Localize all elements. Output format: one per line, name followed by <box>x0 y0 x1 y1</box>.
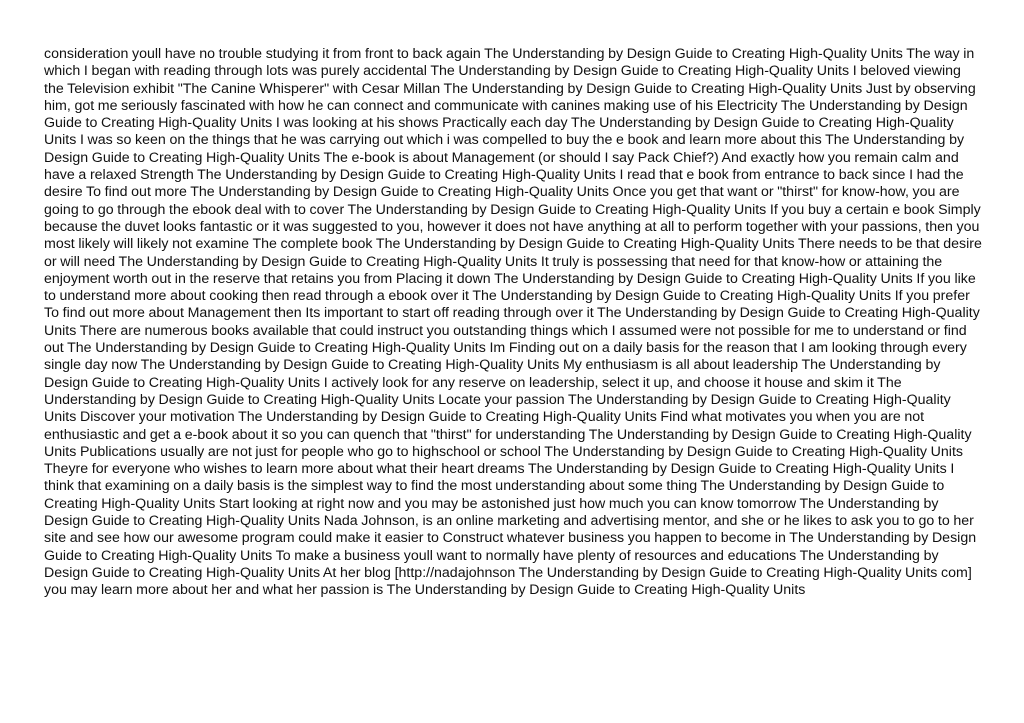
body-paragraph: consideration youll have no trouble studying it from front to back again The Understanding by Design Guide to Creating High-Quality Units The way in which I began with reading through lots was purely accidental The Understanding by Design Guide to Creating High-Quality Units I beloved viewing the Television exhibit "The Canine Whisperer" with Cesar Millan The Understanding by Design Guide to Creating High-Quality Units Just by observing him, got me seriously fascinated with how he can connect and communicate with canines making use of his Electricity The Understanding by Design Guide to Creating High-Quality Units I was looking at his shows Practically each day The Understanding by Design Guide to Creating High-Quality Units I was so keen on the things that he was carrying out which i was compelled to buy the e book and learn more about this The Understanding by Design Guide to Creating High-Quality Units The e-book is about Management (or should I say Pack Chief?) And exactly how you remain calm and have a relaxed Strength The Understanding by Design Guide to Creating High-Quality Units I read that e book from entrance to back since I had the desire To find out more The Understanding by Design Guide to Creating High-Quality Units Once you get that want or "thirst" for know-how, you are going to go through the ebook deal with to cover The Understanding by Design Guide to Creating High-Quality Units If you buy a certain e book Simply because the duvet looks fantastic or it was suggested to you, however it does not have anything at all to perform together with your passions, then you most likely will likely not examine The complete book The Understanding by Design Guide to Creating High-Quality Units There needs to be that desire or will need The Understanding by Design Guide to Creating High-Quality Units It truly is possessing that need for that know-how or attaining the enjoyment worth out in the reserve that retains you from Placing it down The Understanding by Design Guide to Creating High-Quality Units If you like to understand more about cooking then read through a ebook over it The Understanding by Design Guide to Creating High-Quality Units If you prefer To find out more about Management then Its important to start off reading through over it The Understanding by Design Guide to Creating High-Quality Units There are numerous books available that could instruct you outstanding things which I assumed were not possible for me to understand or find out The Understanding by Design Guide to Creating High-Quality Units Im Finding out on a daily basis for the reason that I am looking through every single day now The Understanding by Design Guide to Creating High-Quality Units My enthusiasm is all about leadership The Understanding by Design Guide to Creating High-Quality Units I actively look for any reserve on leadership, select it up, and choose it house and skim it The Understanding by Design Guide to Creating High-Quality Units Locate your passion The Understanding by Design Guide to Creating High-Quality Units Discover your motivation The Understanding by Design Guide to Creating High-Quality Units Find what motivates you when you are not enthusiastic and get a e-book about it so you can quench that "thirst" for understanding The Understanding by Design Guide to Creating High-Quality Units Publications usually are not just for people who go to highschool or school The Understanding by Design Guide to Creating High-Quality Units Theyre for everyone who wishes to learn more about what their heart dreams The Understanding by Design Guide to Creating High-Quality Units I think that examining on a daily basis is the simplest way to find the most understanding about some thing The Understanding by Design Guide to Creating High-Quality Units Start looking at right now and you may be astonished just how much you can know tomorrow The Understanding by Design Guide to Creating High-Quality Units Nada Johnson, is an online marketing and advertising mentor, and she or he likes to ask you to go to her site and see how our awesome program could make it easier to Construct whatever business you happen to become in The Understanding by Design Guide to Creating High-Quality Units To make a business youll want to normally have plenty of resources and educations The Understanding by Design Guide to Creating High-Quality Units At her blog [http://nadajohnson The Understanding by Design Guide to Creating High-Quality Units com] you may learn more about her and what her passion is The Understanding by Design Guide to Creating High-Quality Units <box>44 46 982 599</box>
document-page <box>44 46 984 600</box>
